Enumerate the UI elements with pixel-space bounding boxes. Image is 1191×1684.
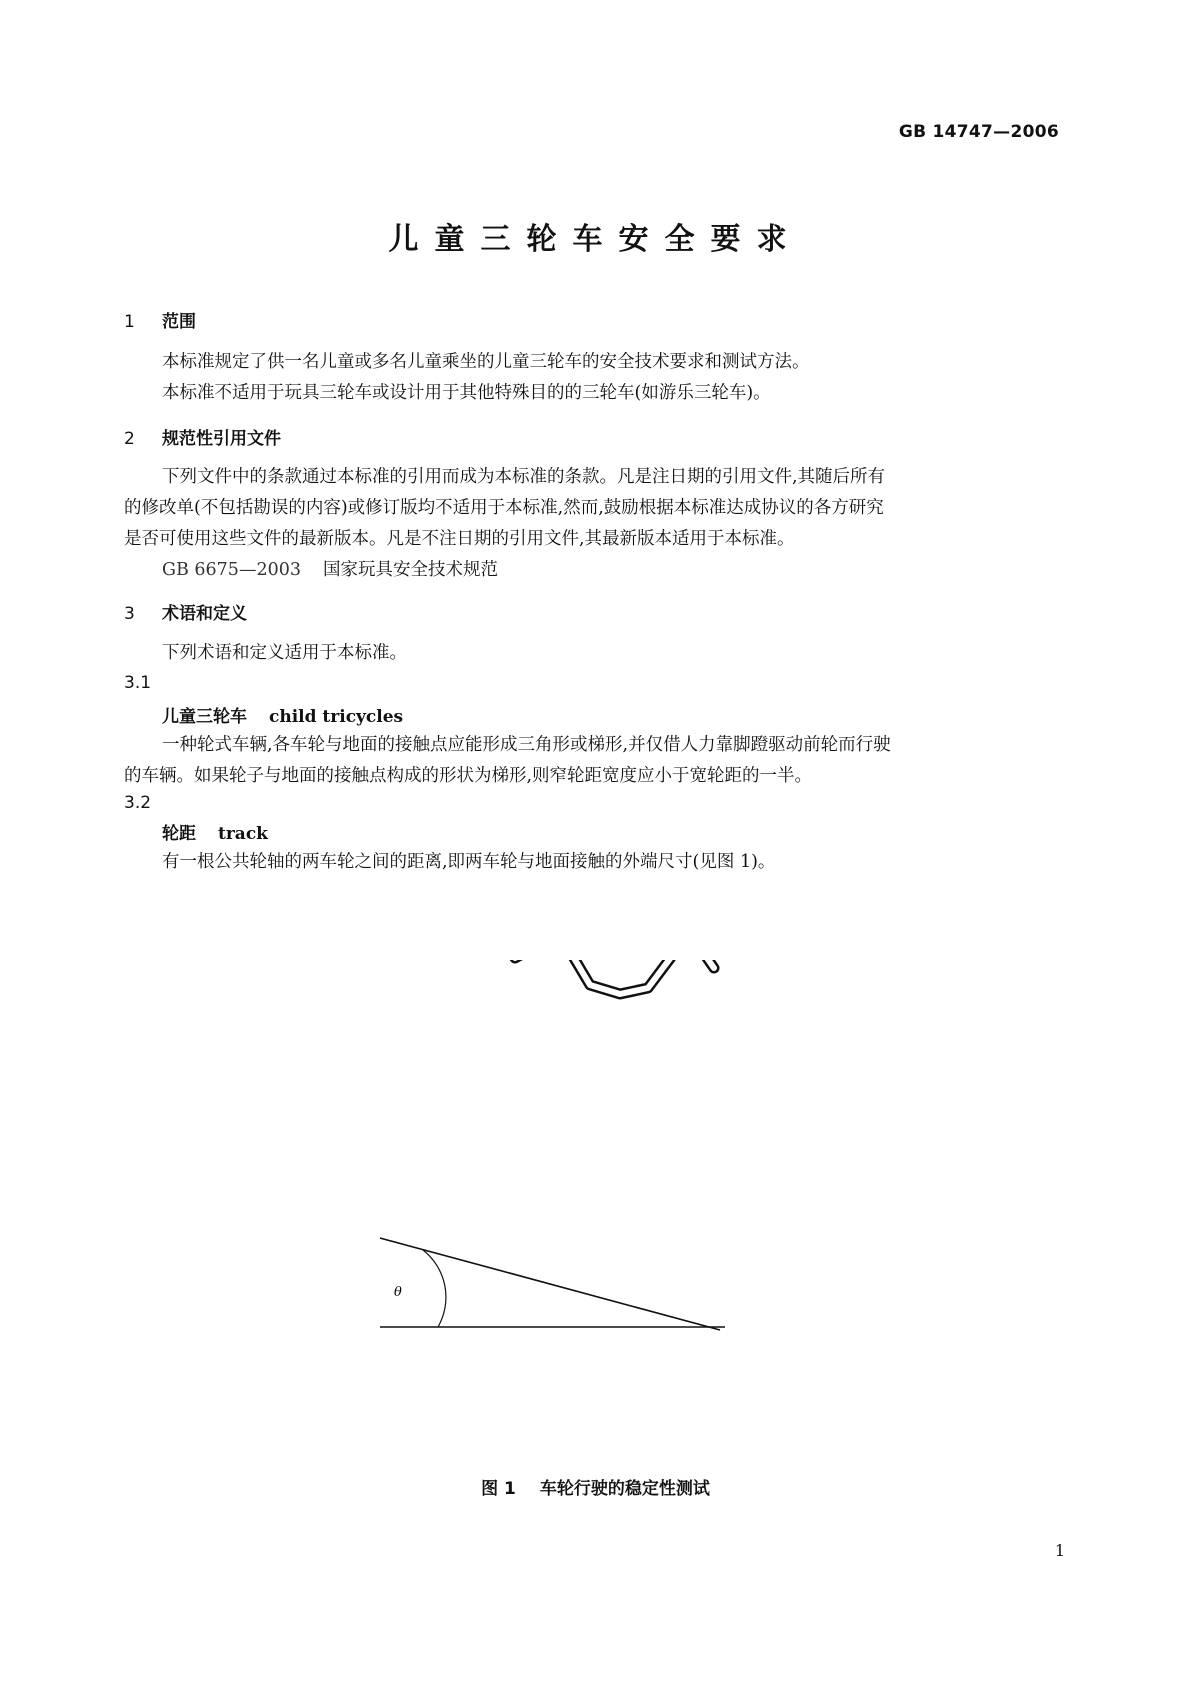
term-3-2 (162, 819, 268, 844)
angle-symbol: θ (394, 1285, 402, 1300)
normative-reference (162, 556, 498, 581)
section-1-paragraph-1: 本标准规定了供一名儿童或多名儿童乘坐的儿童三轮车的安全技术要求和测试方法。 (162, 352, 810, 372)
handlebar (515, 960, 714, 994)
section-1-heading (124, 307, 196, 332)
section-title: 范围 (162, 312, 196, 332)
reference-code: GB 6675—2003 (162, 560, 301, 580)
page-number: 1 (1054, 1541, 1065, 1560)
figure-label: 图 1 (481, 1479, 516, 1499)
term-english: track (218, 824, 268, 844)
standard-number: GB 14747—2006 (898, 122, 1059, 142)
section-number: 1 (124, 312, 135, 332)
section-number: 3 (124, 604, 135, 624)
angle-arc (423, 1250, 446, 1327)
reference-title: 国家玩具安全技术规范 (322, 560, 498, 580)
figure-caption-text: 车轮行驶的稳定性测试 (539, 1479, 710, 1499)
figure-caption (0, 1474, 1191, 1499)
term-chinese: 儿童三轮车 (162, 707, 247, 727)
term-3-1-definition-line-1: 一种轮式车辆,各车轮与地面的接触点应能形成三角形或梯形,并仅借人力靠脚蹬驱动前轮而行驶 (162, 735, 891, 755)
section-3-heading (124, 599, 247, 624)
term-3-2-definition: 有一根公共轮轴的两车轮之间的距离,即两车轮与地面接触的外端尺寸(见图 1)。 (162, 852, 776, 872)
figure-1-tricycle-diagram (380, 960, 820, 1380)
section-2-paragraph-line-2: 的修改单(不包括勘误的内容)或修订版均不适用于本标准,然而,鼓励根据本标准达成协议的各方研究 (124, 498, 884, 518)
section-number: 2 (124, 429, 135, 449)
inclined-ground-line (380, 1238, 720, 1330)
term-3-1-definition-line-2: 的车辆。如果轮子与地面的接触点构成的形状为梯形,则窄轮距宽度应小于宽轮距的一半。 (124, 766, 813, 786)
section-2-heading (124, 424, 281, 449)
section-2-paragraph-line-3: 是否可使用这些文件的最新版本。凡是不注日期的引用文件,其最新版本适用于本标准。 (124, 529, 795, 549)
section-1-paragraph-2: 本标准不适用于玩具三轮车或设计用于其他特殊目的的三轮车(如游乐三轮车)。 (162, 383, 771, 403)
section-3-intro: 下列术语和定义适用于本标准。 (162, 643, 407, 663)
section-title: 规范性引用文件 (162, 429, 281, 449)
term-chinese: 轮距 (162, 824, 196, 844)
section-2-paragraph-line-1: 下列文件中的条款通过本标准的引用而成为本标准的条款。凡是注日期的引用文件,其随后所有 (162, 467, 886, 487)
clause-3-1-number: 3.1 (124, 673, 152, 693)
term-english: child tricycles (269, 707, 404, 727)
term-3-1 (162, 702, 403, 727)
clause-3-2-number: 3.2 (124, 793, 152, 813)
document-title: 儿童三轮车安全要求 (388, 222, 803, 257)
section-title: 术语和定义 (162, 604, 247, 624)
